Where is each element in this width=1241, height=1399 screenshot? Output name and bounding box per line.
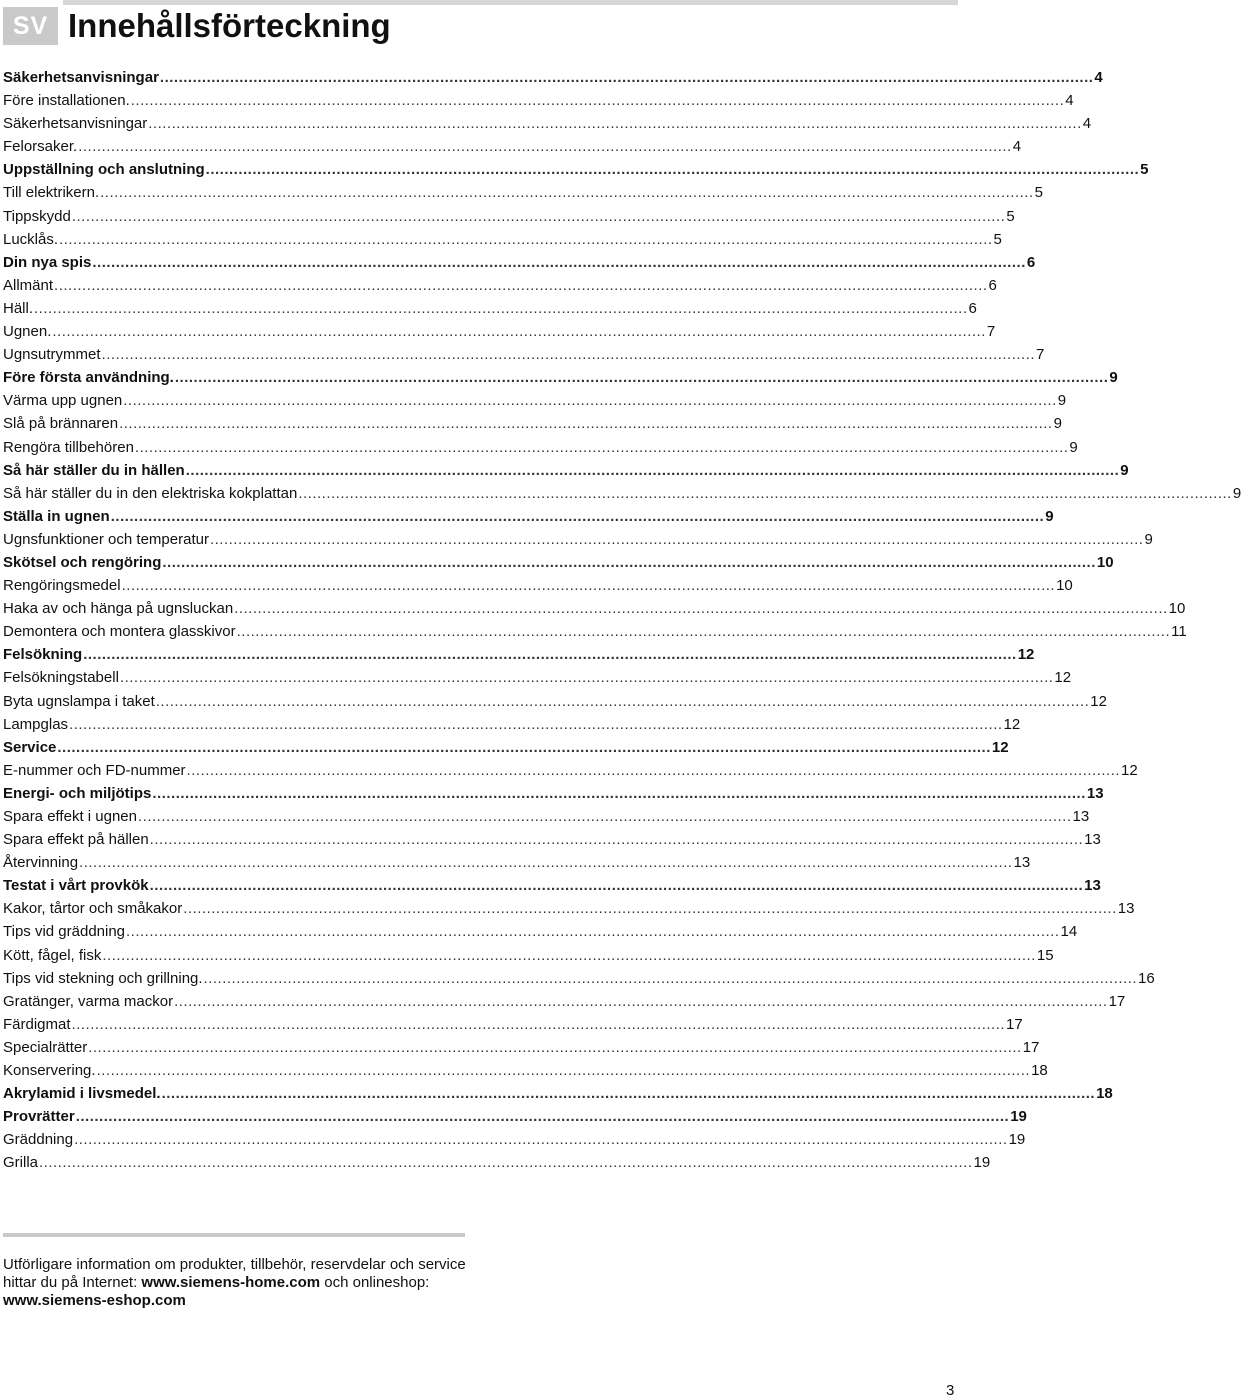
toc-entry-title: Specialrätter — [3, 1038, 88, 1056]
toc-dot-leader: ........................................................................................................................................................................................................ — [161, 1085, 1096, 1103]
footer-text-2: och onlineshop: — [320, 1274, 430, 1291]
toc-dot-leader: ........................................................................................................................................................................................................ — [92, 253, 1026, 271]
toc-entry[interactable] — [3, 274, 997, 297]
toc-entry-title: Tips vid gräddning — [3, 923, 126, 941]
toc-entry[interactable] — [3, 205, 1015, 228]
toc-entry[interactable] — [3, 967, 1155, 990]
toc-entry-page: 9 — [1045, 507, 1054, 525]
toc-entry-title: Tips vid stekning och grillning. — [3, 969, 203, 987]
toc-entry-page: 12 — [1017, 646, 1035, 664]
toc-entry-title: Så här ställer du in hällen — [3, 461, 185, 479]
toc-entry[interactable] — [3, 920, 1078, 943]
toc-dot-leader: ........................................................................................................................................................................................................ — [205, 161, 1140, 179]
toc-entry-title: Konservering. — [3, 1062, 96, 1080]
toc-entry-page: 9 — [1057, 392, 1067, 410]
toc-entry-page: 18 — [1031, 1062, 1048, 1080]
toc-entry-title: Slå på brännaren — [3, 415, 119, 433]
toc-dot-leader: ........................................................................................................................................................................................................ — [52, 323, 986, 341]
toc-entry-page: 15 — [1036, 946, 1054, 964]
toc-entry-page: 4 — [1094, 69, 1103, 86]
page-number: 3 — [946, 1382, 955, 1399]
toc-section-entry[interactable] — [3, 66, 1103, 89]
toc-entry-title: Felsökningstabell — [3, 669, 119, 687]
toc-entry-title: Säkerhetsanvisningar — [3, 69, 159, 86]
toc-dot-leader: ........................................................................................................................................................................................................ — [234, 600, 1168, 618]
toc-entry-title: Spara effekt på hällen — [3, 831, 149, 849]
toc-entry[interactable] — [3, 759, 1138, 782]
toc-entry-page: 17 — [1108, 992, 1126, 1010]
toc-entry-page: 19 — [1008, 1131, 1026, 1149]
toc-section-entry[interactable] — [3, 736, 1009, 759]
toc-entry-title: Provrätter — [3, 1108, 75, 1126]
toc-entry[interactable] — [3, 343, 1045, 366]
toc-entry-title: Lucklås. — [3, 230, 59, 248]
page-title: Innehållsförteckning — [68, 7, 391, 44]
toc-entry-page: 11 — [1171, 623, 1187, 641]
toc-entry-title: Häll. — [3, 299, 34, 317]
toc-entry-page: 6 — [988, 276, 997, 294]
toc-entry-page: 12 — [991, 738, 1009, 756]
toc-entry[interactable] — [3, 297, 977, 320]
toc-entry-title: Färdigmat — [3, 1015, 71, 1033]
toc-entry-page: 12 — [1003, 715, 1021, 733]
toc-entry-page: 5 — [1034, 184, 1043, 202]
toc-entry-page: 19 — [973, 1154, 991, 1172]
toc-dot-leader: ........................................................................................................................................................................................................ — [134, 438, 1069, 456]
toc-dot-leader: ........................................................................................................................................................................................................ — [75, 1108, 1010, 1126]
toc-entry-page: 4 — [1065, 92, 1074, 110]
toc-dot-leader: ........................................................................................................................................................................................................ — [209, 530, 1144, 548]
toc-entry-title: Ugnsfunktioner och temperatur — [3, 530, 209, 548]
toc-entry[interactable] — [3, 944, 1054, 967]
toc-entry[interactable] — [3, 828, 1101, 851]
toc-dot-leader: ........................................................................................................................................................................................................ — [74, 1131, 1008, 1149]
toc-entry[interactable] — [3, 1059, 1048, 1082]
toc-entry[interactable] — [3, 1128, 1026, 1151]
toc-entry-page: 13 — [1084, 877, 1101, 895]
toc-entry-page: 5 — [1006, 207, 1015, 225]
toc-entry[interactable] — [3, 89, 1074, 112]
toc-entry-title: Felorsaker. — [3, 138, 78, 156]
toc-entry-title: Återvinning — [3, 854, 79, 872]
siemens-home-link[interactable]: www.siemens-home.com — [141, 1274, 321, 1291]
toc-entry-title: Lampglas — [3, 715, 69, 733]
toc-entry-page: 17 — [1022, 1038, 1040, 1056]
toc-dot-leader: ........................................................................................................................................................................................................ — [34, 299, 968, 317]
toc-entry-page: 6 — [1026, 253, 1036, 271]
toc-entry-title: Ställa in ugnen — [3, 507, 110, 525]
toc-section-entry[interactable] — [3, 1105, 1027, 1128]
siemens-eshop-link[interactable]: www.siemens-eshop.com — [3, 1292, 186, 1309]
toc-entry-title: Testat i vårt provkök — [3, 877, 149, 895]
toc-entry-page: 13 — [1086, 784, 1104, 802]
toc-entry-title: Uppställning och anslutning — [3, 161, 205, 179]
toc-section-entry[interactable] — [3, 782, 1104, 805]
toc-dot-leader: ........................................................................................................................................................................................................ — [100, 184, 1034, 202]
toc-entry-title: Ugnsutrymmet — [3, 346, 101, 364]
toc-entry[interactable] — [3, 112, 1092, 135]
toc-entry-title: Energi- och miljötips — [3, 784, 152, 802]
toc-entry-title: Din nya spis — [3, 253, 92, 271]
footer-note — [3, 1256, 473, 1310]
toc-entry-title: Ugnen. — [3, 323, 52, 341]
toc-section-entry[interactable] — [3, 551, 1114, 574]
toc-dot-leader: ........................................................................................................................................................................................................ — [78, 138, 1012, 156]
toc-dot-leader: ........................................................................................................................................................................................................ — [236, 623, 1171, 641]
table-of-contents — [3, 66, 1241, 1175]
toc-entry-page: 12 — [1090, 692, 1107, 710]
toc-dot-leader: ........................................................................................................................................................................................................ — [298, 484, 1232, 502]
toc-entry[interactable] — [3, 482, 1241, 505]
toc-entry-title: Akrylamid i livsmedel. — [3, 1085, 161, 1103]
toc-entry-page: 18 — [1096, 1085, 1113, 1103]
toc-entry-page: 9 — [1053, 415, 1062, 433]
toc-entry-title: Tippskydd — [3, 207, 71, 225]
toc-dot-leader: ........................................................................................................................................................................................................ — [152, 784, 1086, 802]
toc-entry[interactable] — [3, 228, 1002, 251]
language-badge: SV — [3, 7, 58, 45]
toc-dot-leader: ........................................................................................................................................................................................................ — [69, 715, 1003, 733]
toc-entry-title: Service — [3, 738, 57, 756]
toc-dot-leader: ........................................................................................................................................................................................................ — [59, 230, 993, 248]
toc-entry-title: Kött, fågel, fisk — [3, 946, 102, 964]
toc-entry-page: 7 — [986, 323, 996, 341]
toc-entry[interactable] — [3, 574, 1073, 597]
toc-entry-title: Spara effekt i ugnen — [3, 808, 137, 825]
toc-entry-page: 9 — [1109, 369, 1118, 387]
toc-entry-title: Gratänger, varma mackor — [3, 992, 174, 1010]
toc-entry[interactable] — [3, 1036, 1040, 1059]
toc-entry[interactable] — [3, 990, 1126, 1013]
toc-section-entry[interactable] — [3, 251, 1036, 274]
toc-section-entry[interactable] — [3, 1082, 1113, 1105]
toc-entry-page: 10 — [1168, 600, 1186, 618]
toc-entry-page: 13 — [1072, 808, 1090, 825]
toc-entry-title: Så här ställer du in den elektriska kokplattan — [3, 484, 298, 502]
toc-entry[interactable] — [3, 713, 1021, 736]
toc-entry-page: 10 — [1056, 577, 1073, 595]
toc-dot-leader: ........................................................................................................................................................................................................ — [88, 1038, 1022, 1056]
toc-dot-leader: ........................................................................................................................................................................................................ — [123, 392, 1057, 410]
toc-entry-title: Gräddning — [3, 1131, 74, 1149]
toc-entry[interactable] — [3, 528, 1153, 551]
toc-dot-leader: ........................................................................................................................................................................................................ — [126, 923, 1060, 941]
toc-entry-page: 9 — [1069, 438, 1078, 456]
toc-dot-leader: ........................................................................................................................................................................................................ — [121, 577, 1056, 595]
toc-entry-title: Kakor, tårtor och småkakor — [3, 900, 183, 918]
toc-dot-leader: ........................................................................................................................................................................................................ — [119, 669, 1054, 687]
toc-dot-leader: ........................................................................................................................................................................................................ — [185, 461, 1120, 479]
toc-section-entry[interactable] — [3, 459, 1129, 482]
footer-rule — [3, 1233, 465, 1237]
toc-entry-page: 12 — [1121, 761, 1138, 779]
toc-dot-leader: ........................................................................................................................................................................................................ — [110, 507, 1045, 525]
toc-entry[interactable] — [3, 851, 1031, 874]
toc-dot-leader: ........................................................................................................................................................................................................ — [79, 854, 1013, 872]
toc-section-entry[interactable] — [3, 874, 1101, 897]
toc-entry-title: E-nummer och FD-nummer — [3, 761, 186, 779]
toc-entry-title: Rengöringsmedel — [3, 577, 121, 595]
toc-entry[interactable] — [3, 805, 1090, 828]
toc-entry[interactable] — [3, 666, 1072, 689]
toc-dot-leader: ........................................................................................................................................................................................................ — [149, 877, 1084, 895]
toc-entry[interactable] — [3, 897, 1135, 920]
toc-entry-page: 13 — [1084, 831, 1101, 849]
toc-entry[interactable] — [3, 389, 1067, 412]
toc-entry-page: 19 — [1010, 1108, 1027, 1126]
toc-section-entry[interactable] — [3, 505, 1054, 528]
toc-dot-leader: ........................................................................................................................................................................................................ — [203, 969, 1138, 987]
toc-entry-title: Felsökning — [3, 646, 83, 664]
toc-entry-page: 13 — [1013, 854, 1031, 872]
toc-entry-title: Allmänt — [3, 276, 54, 294]
toc-entry-page: 6 — [968, 299, 977, 317]
toc-dot-leader: ........................................................................................................................................................................................................ — [102, 946, 1036, 964]
toc-dot-leader: ........................................................................................................................................................................................................ — [71, 207, 1006, 225]
toc-entry-page: 13 — [1117, 900, 1135, 918]
toc-entry-page: 4 — [1082, 115, 1092, 133]
toc-dot-leader: ........................................................................................................................................................................................................ — [148, 115, 1082, 133]
toc-dot-leader: ........................................................................................................................................................................................................ — [130, 92, 1065, 110]
toc-dot-leader: ........................................................................................................................................................................................................ — [174, 369, 1109, 387]
toc-entry[interactable] — [3, 597, 1186, 620]
toc-entry-page: 9 — [1144, 530, 1153, 548]
toc-entry[interactable] — [3, 412, 1062, 435]
toc-entry-page: 14 — [1060, 923, 1078, 941]
toc-entry-title: Grilla — [3, 1154, 39, 1172]
footer-text-1: Utförligare information om produkter, tillbehör, reservdelar och service hittar du på Internet: — [3, 1256, 466, 1291]
toc-dot-leader: ........................................................................................................................................................................................................ — [162, 553, 1096, 571]
toc-dot-leader: ........................................................................................................................................................................................................ — [138, 808, 1072, 825]
toc-entry-title: Demontera och montera glasskivor — [3, 623, 236, 641]
toc-section-entry[interactable] — [3, 366, 1118, 389]
toc-entry-page: 4 — [1012, 138, 1022, 156]
toc-dot-leader: ........................................................................................................................................................................................................ — [186, 761, 1121, 779]
toc-dot-leader: ........................................................................................................................................................................................................ — [155, 692, 1090, 710]
toc-entry-page: 9 — [1232, 484, 1241, 502]
toc-entry[interactable] — [3, 436, 1078, 459]
toc-entry-page: 10 — [1096, 553, 1114, 571]
toc-dot-leader: ........................................................................................................................................................................................................ — [159, 69, 1094, 86]
toc-dot-leader: ........................................................................................................................................................................................................ — [96, 1062, 1031, 1080]
toc-entry-title: Byta ugnslampa i taket — [3, 692, 155, 710]
toc-entry-page: 12 — [1054, 669, 1072, 687]
toc-dot-leader: ........................................................................................................................................................................................................ — [54, 276, 988, 294]
toc-entry-title: Värma upp ugnen — [3, 392, 123, 410]
toc-dot-leader: ........................................................................................................................................................................................................ — [149, 831, 1084, 849]
toc-dot-leader: ........................................................................................................................................................................................................ — [39, 1154, 973, 1172]
toc-entry[interactable] — [3, 181, 1043, 204]
toc-entry-title: Före första användning. — [3, 369, 174, 387]
toc-dot-leader: ........................................................................................................................................................................................................ — [183, 900, 1117, 918]
toc-section-entry[interactable] — [3, 643, 1035, 666]
toc-entry[interactable] — [3, 620, 1187, 643]
toc-entry-page: 9 — [1120, 461, 1129, 479]
toc-entry-title: Säkerhetsanvisningar — [3, 115, 148, 133]
toc-entry-page: 5 — [993, 230, 1002, 248]
toc-dot-leader: ........................................................................................................................................................................................................ — [83, 646, 1017, 664]
toc-entry-page: 17 — [1006, 1015, 1023, 1033]
toc-entry-title: Rengöra tillbehören — [3, 438, 134, 456]
toc-entry[interactable] — [3, 1013, 1023, 1036]
toc-entry[interactable] — [3, 690, 1107, 713]
toc-entry-title: Till elektrikern. — [3, 184, 100, 202]
toc-entry-title: Skötsel och rengöring — [3, 553, 162, 571]
toc-dot-leader: ........................................................................................................................................................................................................ — [174, 992, 1108, 1010]
toc-dot-leader: ........................................................................................................................................................................................................ — [101, 346, 1036, 364]
toc-entry-title: Haka av och hänga på ugnsluckan — [3, 600, 234, 618]
toc-entry[interactable] — [3, 1151, 991, 1174]
toc-entry-title: Före installationen. — [3, 92, 130, 110]
toc-section-entry[interactable] — [3, 158, 1149, 181]
toc-dot-leader: ........................................................................................................................................................................................................ — [71, 1015, 1006, 1033]
toc-dot-leader: ........................................................................................................................................................................................................ — [57, 738, 991, 756]
toc-entry-page: 7 — [1036, 346, 1045, 364]
toc-dot-leader: ........................................................................................................................................................................................................ — [119, 415, 1053, 433]
toc-entry[interactable] — [3, 320, 996, 343]
toc-entry-page: 16 — [1138, 969, 1155, 987]
toc-entry-page: 5 — [1140, 161, 1149, 179]
toc-entry[interactable] — [3, 135, 1022, 158]
